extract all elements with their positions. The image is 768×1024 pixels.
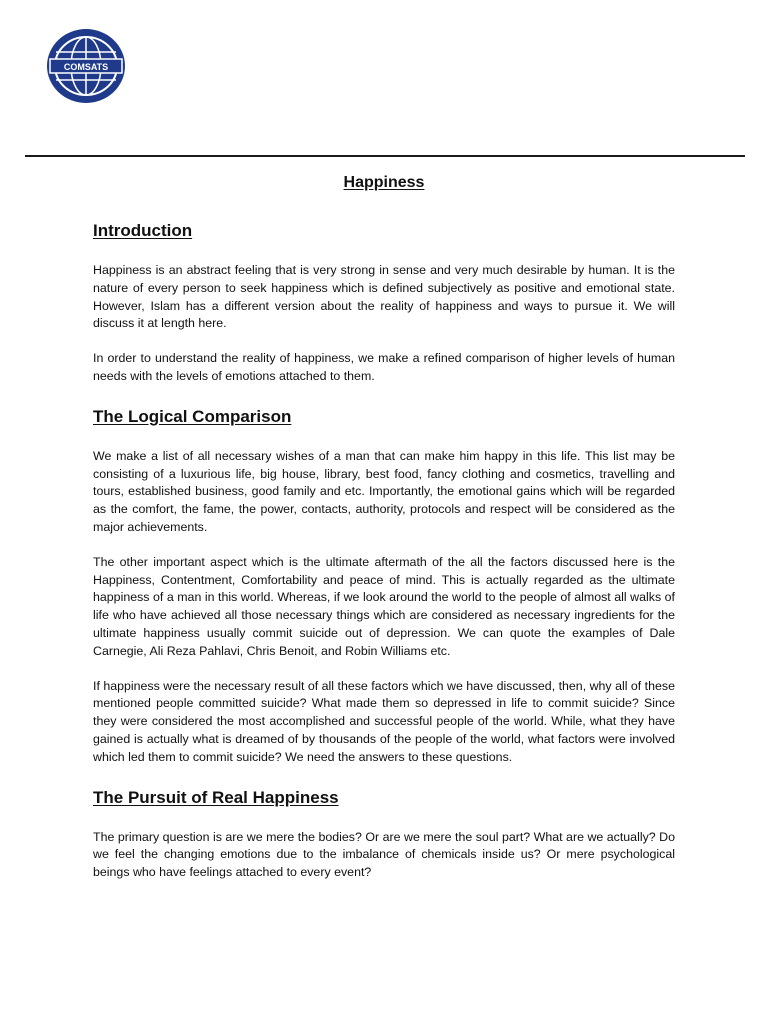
comsats-logo [46,28,126,104]
document-body [93,219,675,899]
document-title: Happiness [343,174,425,191]
section-heading: The Logical Comparison [93,406,292,426]
paragraph: In order to understand the reality of happiness, we make a refined comparison of higher levels of human needs with the levels of emotions attached to them. [93,351,675,383]
paragraph: Happiness is an abstract feeling that is very strong in sense and very much desirable by human. It is the nature of every person to seek happiness which is defined subjectively as positive and emotional state. However, Islam has a different version about the reality of happiness and ways to pursue it. We will discuss it at length here. [93,263,675,331]
section-introduction [93,219,675,386]
paragraph: If happiness were the necessary result of all these factors which we have discussed, then, why all of these mentioned people committed suicide? What made them so depressed in life to commit suicide? Since they were considered the most accomplished and successful people of the world. While, what they have gained is actually what is dreamed of by thousands of the people of the world, what factors were involved which led them to commit suicide? We need the answers to these questions. [93,678,675,764]
logo-text: COMSATS [63,62,109,72]
header-divider [25,155,745,157]
section-logical-comparison [93,405,675,767]
paragraph: The primary question is are we mere the bodies? Or are we mere the soul part? What are we actually? Do we feel the changing emotions due to the imbalance of chemicals inside us? Or mere psychological beings who have feelings attached to every event? [93,829,675,880]
paragraph: We make a list of all necessary wishes of a man that can make him happy in this life. This list may be consisting of a luxurious life, big house, library, best food, fancy clothing and cosmetics, travelling and tours, established business, good family and etc. Importantly, the emotional gains which will be regarded as the comfort, the fame, the power, contacts, authority, protocols and respect will be considered as the major achievements. [93,448,675,534]
section-pursuit-of-real-happiness [93,786,675,882]
section-heading: Introduction [93,221,193,240]
paragraph: The other important aspect which is the ultimate aftermath of the all the factors discussed here is the Happiness, Contentment, Comfortability and peace of mind. This is actually regarded as the ultimate happiness of a man in this world. Whereas, if we look around the world to the people of almost all walks of life who have achieved all those necessary things which are considered as necessary ingredients for the ultimate happiness usually commit suicide out of depression. We can quote the examples of Dale Carnegie, Ali Reza Pahlavi, Chris Benoit, and Robin Williams etc. [93,554,675,658]
section-heading: The Pursuit of Real Happiness [93,787,339,807]
